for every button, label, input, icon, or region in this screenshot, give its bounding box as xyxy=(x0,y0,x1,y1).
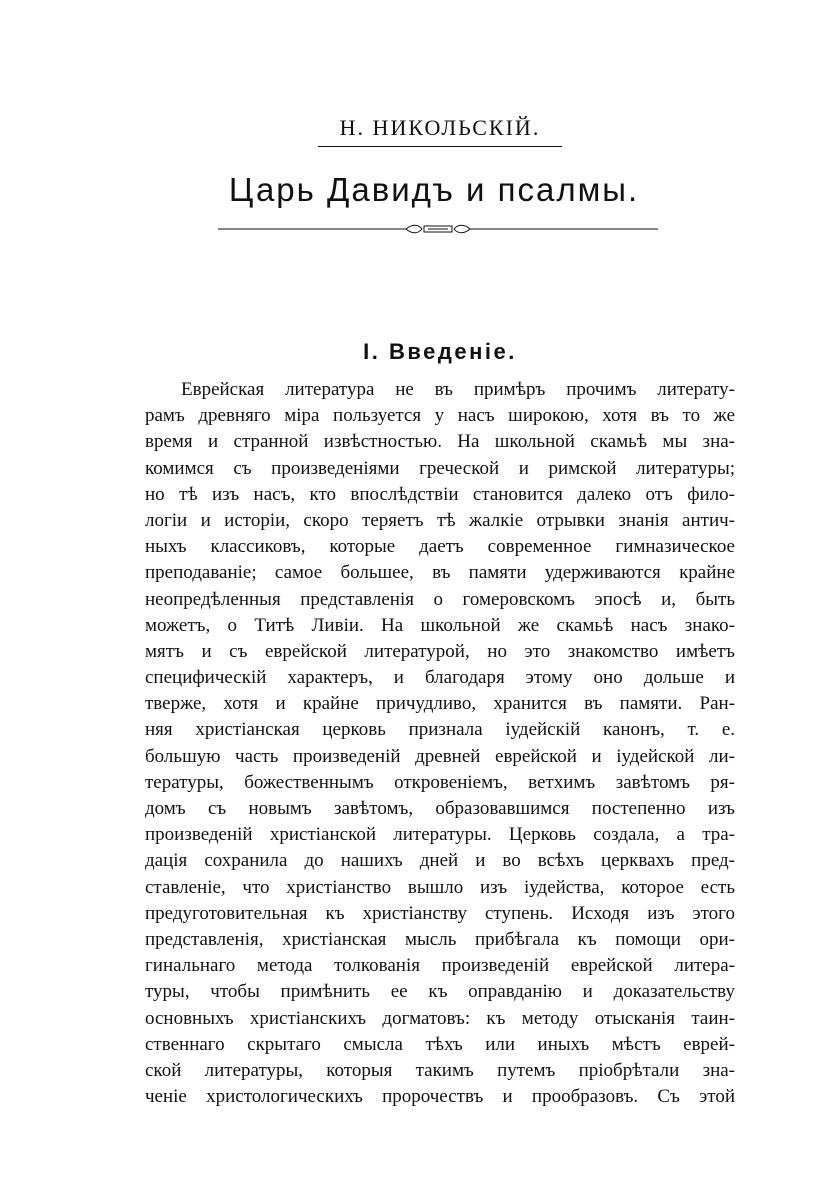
text-line: специфическій характеръ, и благодаря этому оно дольше и xyxy=(145,667,735,689)
text-line: можетъ, о Титѣ Ливіи. На школьной же скамьѣ насъ знако- xyxy=(145,614,735,636)
text-line: ставленіе, что христіанство вышло изъ іудейства, которое есть xyxy=(145,876,735,898)
ornament-divider xyxy=(218,222,658,236)
text-line: ныхъ классиковъ, которые даетъ современное гимназическое xyxy=(145,536,735,558)
text-line: основныхъ христіанскихъ догматовъ: къ методу отысканія таин- xyxy=(145,1007,735,1029)
text-line: рамъ древняго міра пользуется у насъ широкою, хотя въ то же xyxy=(145,405,735,427)
text-line: мятъ и съ еврейской литературой, но это знакомство имѣетъ xyxy=(145,640,735,662)
text-line: домъ съ новымъ завѣтомъ, образовавшимся постепенно изъ xyxy=(145,798,735,819)
article-title: Царь Давидъ и псалмы. xyxy=(228,171,640,208)
section-heading: I. Введеніе. xyxy=(363,339,517,364)
text-line: ственнаго скрытаго смысла тѣхъ или иныхъ мѣстъ еврей- xyxy=(145,1033,735,1055)
text-line: большую часть произведеній древней еврейской и іудейской ли- xyxy=(145,745,735,767)
text-line: туры, чтобы примѣнить ее къ оправданію и доказательству xyxy=(145,981,735,1003)
text-line: время и странной извѣстностью. На школьной скамьѣ мы зна- xyxy=(145,431,735,453)
text-line: няя христіанская церковь признала іудейскій канонъ, т. е. xyxy=(145,719,735,741)
text-line: логіи и исторіи, скоро теряетъ тѣ жалкіе отрывки знанія антич- xyxy=(145,509,735,531)
text-line: гинальнаго метода толкованія произведеній еврейской литера- xyxy=(145,955,735,977)
author-name: Н. НИКОЛЬСКІЙ. xyxy=(318,114,562,147)
text-line: но тѣ изъ насъ, кто впослѣдствіи становится далеко отъ фило- xyxy=(145,483,735,505)
text-line: дація сохранила до нашихъ дней и во всѣхъ церквахъ пред- xyxy=(145,850,735,872)
text-line: произведеній христіанской литературы. Церковь создала, а тра- xyxy=(145,824,735,846)
text-line: ской литературы, которыя такимъ путемъ пріобрѣтали зна- xyxy=(145,1059,735,1081)
text-line: Еврейская литература не въ примѣръ прочимъ литерату- xyxy=(181,379,735,400)
text-line: тературы, божественнымъ откровеніемъ, ветхимъ завѣтомъ ря- xyxy=(145,771,735,793)
text-line: неопредѣленныя представленія о гомеровскомъ эпосѣ и, быть xyxy=(145,588,735,610)
text-line: комимся съ произведеніями греческой и римской литературы; xyxy=(145,457,735,479)
body-text xyxy=(145,377,735,1110)
text-line: представленія, христіанская мысль прибѣгала къ помощи ори- xyxy=(145,928,735,950)
text-line: тверже, хотя и крайне причудливо, хранится въ памяти. Ран- xyxy=(145,693,735,715)
text-line: ченіе христологическихъ пророчествъ и прообразовъ. Съ этой xyxy=(145,1086,735,1108)
text-line: преподаваніе; самое большее, въ памяти удерживаются крайне xyxy=(145,562,735,584)
text-line: предуготовительная къ христіанству ступень. Исходя изъ этого xyxy=(145,902,735,924)
